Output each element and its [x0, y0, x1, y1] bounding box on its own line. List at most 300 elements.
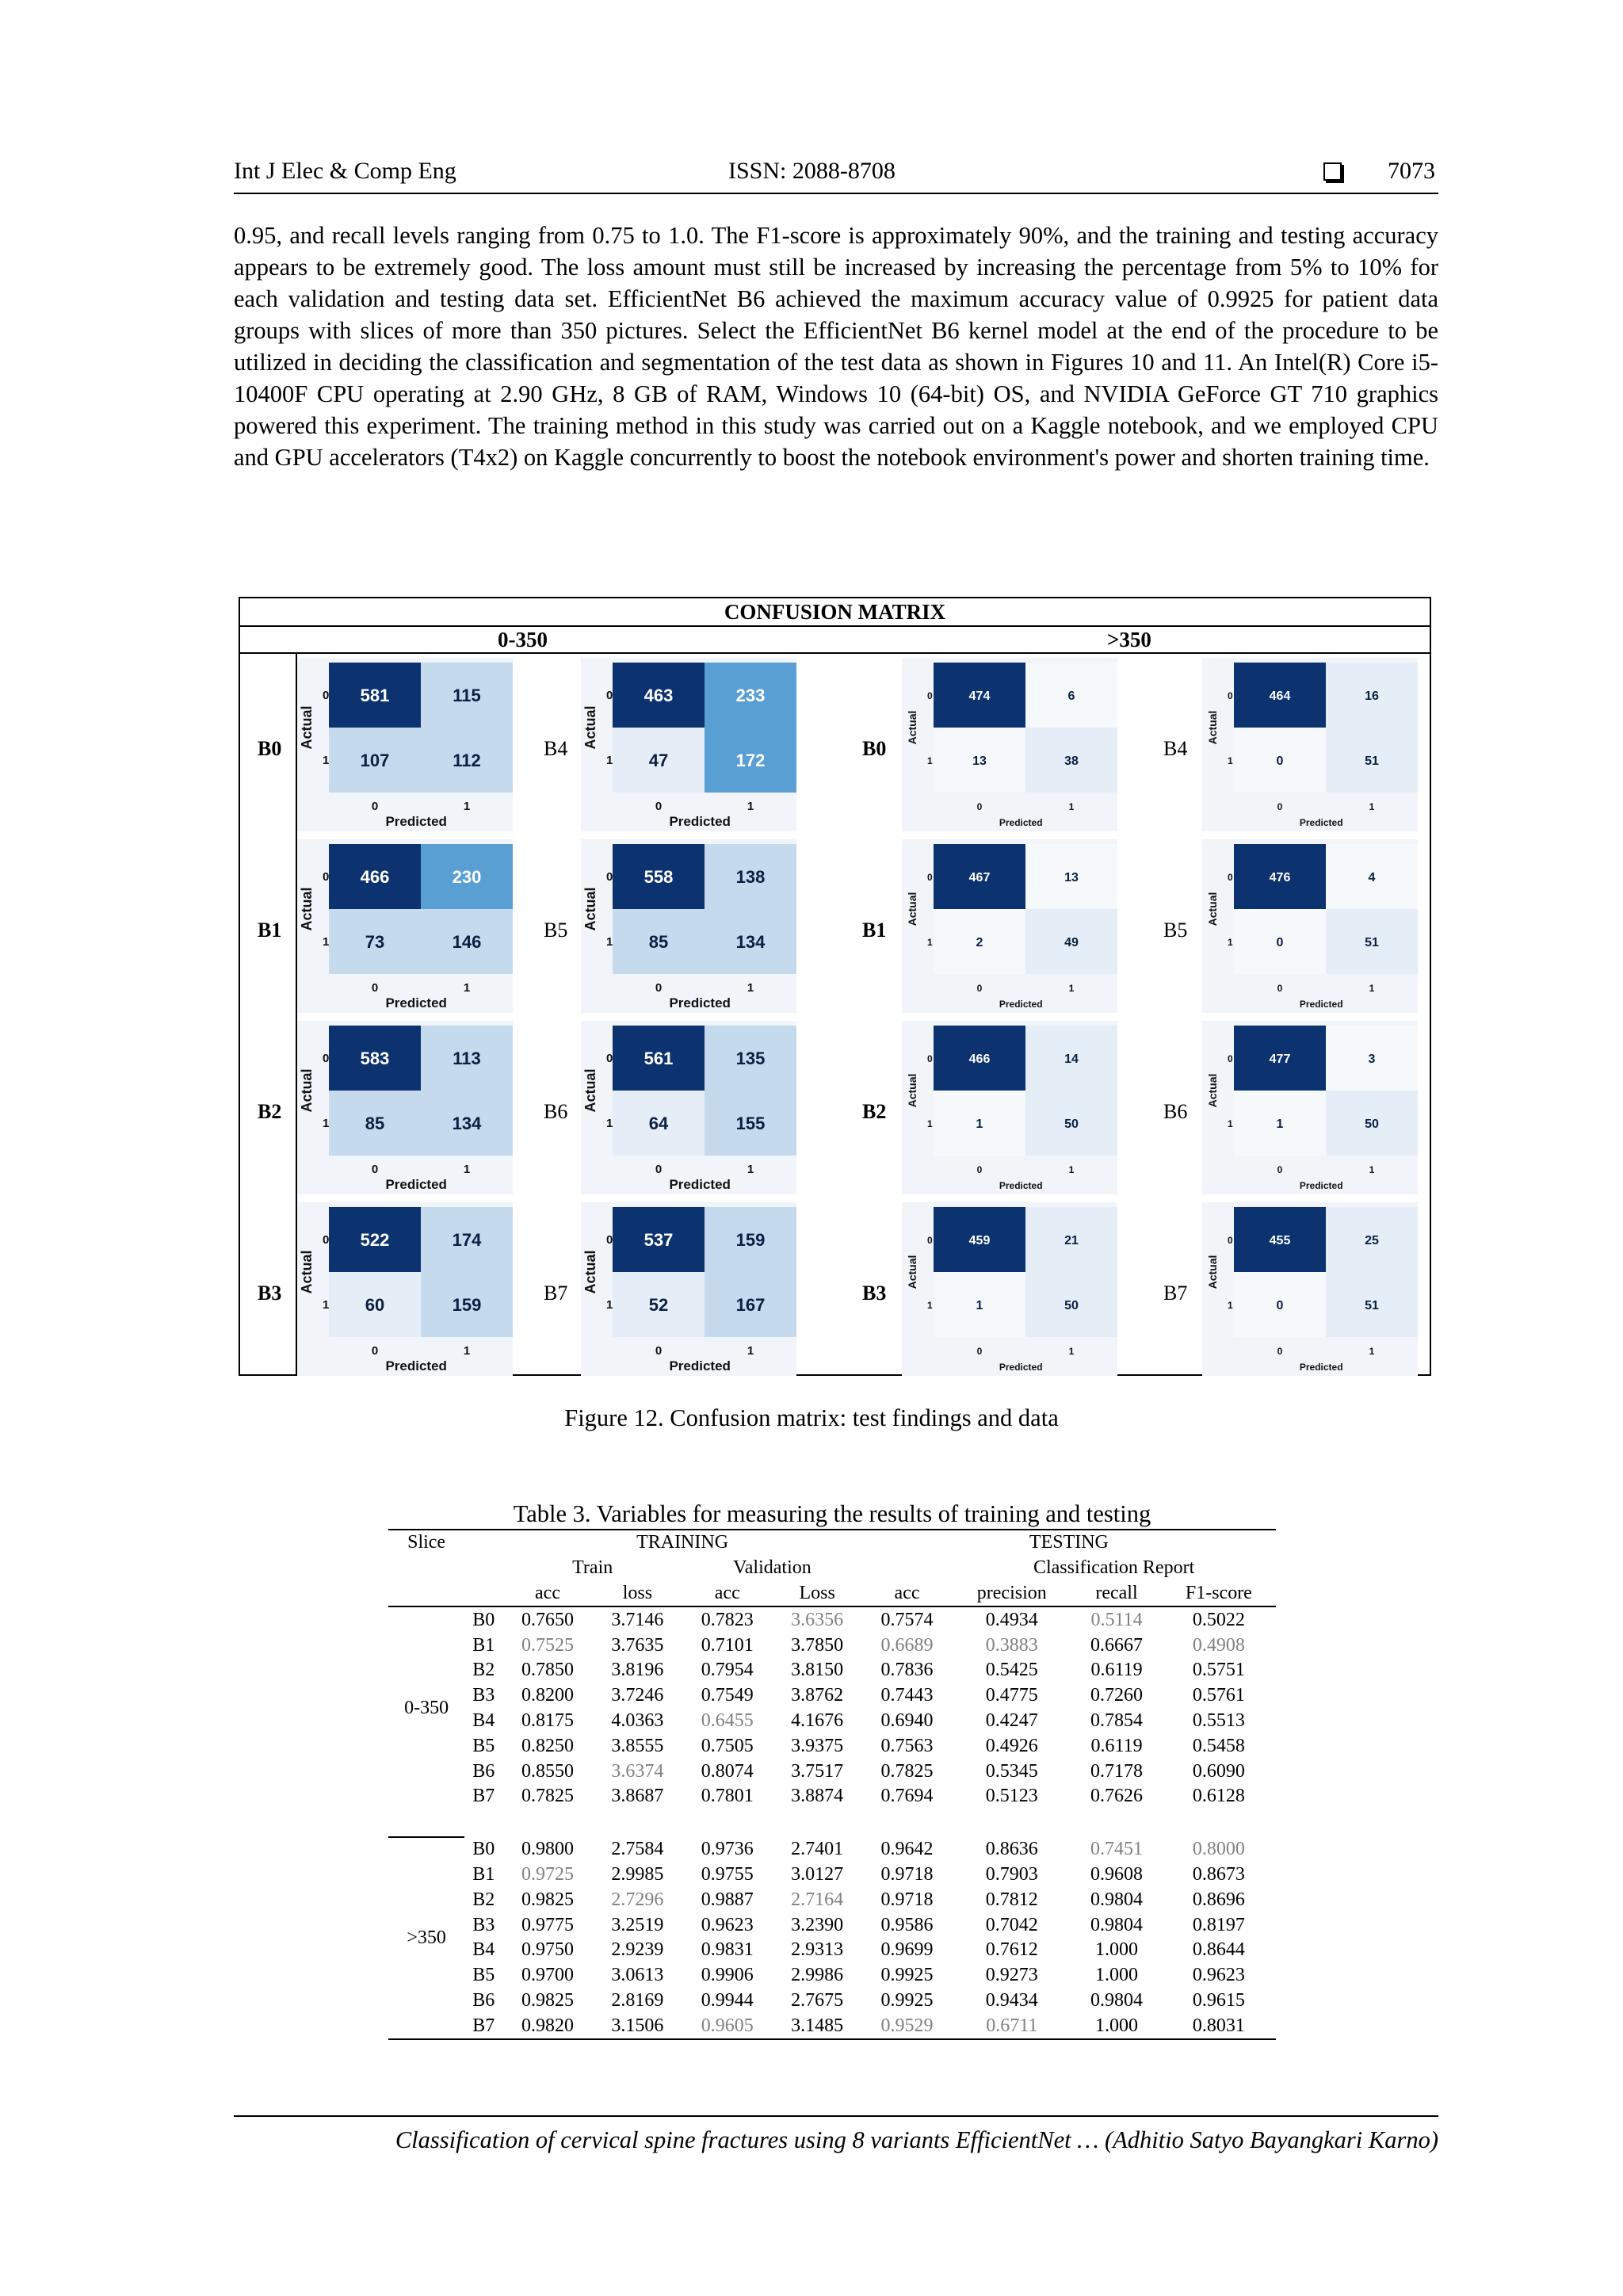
header-train: Train	[572, 1557, 613, 1579]
matrix-cell-value: 155	[735, 1113, 766, 1133]
matrix-cell-value: 112	[453, 750, 481, 770]
header-classification-report: Classification Report	[1033, 1557, 1195, 1579]
value-cell: 0.7612	[985, 1939, 1038, 1961]
matrix-cell-value: 1	[976, 1298, 983, 1312]
y-tick: 1	[927, 1300, 933, 1311]
value-cell: 0.7825	[880, 1760, 934, 1782]
matrix-svg	[581, 1021, 796, 1194]
matrix-cell-value: 0	[1276, 754, 1284, 768]
model-cell: B3	[472, 1914, 495, 1935]
y-tick: 0	[323, 1233, 330, 1247]
value-cell: 0.6455	[701, 1710, 754, 1731]
matrix-label-lo-b7: B7	[544, 1282, 568, 1305]
x-tick: 0	[976, 1346, 983, 1357]
body-paragraph: 0.95, and recall levels ranging from 0.75 to 1.0. The F1-score is approximately 90%, and the training and testing accuracy appears to be extremely good. The loss amount must still be increased by increasing the percentage from 5% to 10% for each validation and testing data set. EfficientNet B6 achieved the maximum accuracy value of 0.9925 for patient data groups with slices of more than 350 pictures. Select the EfficientNet B6 kernel model at the end of the procedure to be utilized in deciding the classification and segmentation of the test data as shown in Figures 10 and 11. An Intel(R) Core i5-10400F CPU operating at 2.90 GHz, 8 GB of RAM, Windows 10 (64-bit) OS, and NVIDIA GeForce GT 710 graphics powered this experiment. The training method in this study was carried out on a Kaggle notebook, and we employed CPU and GPU accelerators (T4x2) on Kaggle concurrently to boost the notebook environment's power and shorten training time.	[234, 222, 1438, 471]
axis-label-predicted: Predicted	[385, 1358, 447, 1373]
matrix-cell-value: 561	[643, 1048, 674, 1068]
model-cell: B0	[472, 1609, 495, 1630]
matrix-cell-value: 115	[453, 685, 481, 705]
matrix-cell-value: 583	[360, 1048, 390, 1068]
matrix-cell-value: 467	[968, 870, 991, 884]
confusion-matrix-hi-b3	[902, 1202, 1117, 1376]
matrix-cell-value: 113	[453, 1048, 481, 1068]
table-row	[388, 1837, 1276, 1862]
x-tick: 0	[1277, 1346, 1283, 1357]
value-cell: 0.6689	[880, 1634, 934, 1656]
value-cell: 0.8074	[701, 1760, 754, 1782]
confusion-matrix-hi-b0	[902, 658, 1117, 831]
matrix-cell-value: 230	[452, 866, 482, 887]
header-recall: recall	[1071, 1581, 1161, 1607]
value-cell: 3.6374	[611, 1760, 664, 1782]
matrix-cell-value: 107	[360, 750, 390, 770]
value-cell: 0.8197	[1192, 1914, 1245, 1935]
matrix-label-hi-b2: B2	[862, 1100, 887, 1123]
value-cell: 3.8150	[791, 1660, 844, 1681]
value-cell: 0.4934	[985, 1609, 1038, 1630]
x-tick: 1	[463, 1163, 471, 1176]
value-cell: 0.7549	[701, 1685, 754, 1706]
matrix-cell-value: 466	[360, 866, 390, 887]
header-val-acc: acc	[682, 1581, 772, 1607]
confusion-matrix-lo-b4	[581, 658, 796, 831]
value-cell: 4.1676	[791, 1710, 844, 1731]
group-spacer	[388, 1809, 1276, 1837]
matrix-cell-value: 21	[1064, 1233, 1079, 1247]
axis-label-actual: Actual	[582, 1250, 598, 1294]
table-row	[388, 1658, 1276, 1683]
matrix-svg	[902, 839, 1117, 1013]
confusion-matrix-hi-b4	[1202, 658, 1418, 831]
value-cell: 0.8031	[1192, 2015, 1245, 2036]
header-precision: precision	[952, 1581, 1071, 1607]
model-cell: B5	[472, 1965, 495, 1986]
value-cell: 1.000	[1095, 2015, 1139, 2036]
x-tick: 1	[747, 800, 754, 813]
x-tick: 1	[1369, 983, 1375, 994]
value-cell: 0.9820	[521, 2015, 574, 2036]
value-cell: 0.5123	[985, 1786, 1038, 1807]
x-tick: 1	[1068, 801, 1075, 812]
matrix-svg	[902, 1202, 1117, 1376]
axis-label-predicted: Predicted	[999, 1362, 1043, 1373]
value-cell: 0.9944	[701, 1989, 754, 2011]
figure-caption: Figure 12. Confusion matrix: test findings and data	[564, 1404, 1059, 1431]
value-cell: 0.6667	[1090, 1634, 1144, 1656]
value-cell: 1.000	[1095, 1939, 1139, 1961]
square-bullet-icon	[1323, 162, 1342, 181]
matrix-cell-value: 459	[968, 1233, 991, 1247]
value-cell: 0.7101	[701, 1634, 754, 1656]
value-cell: 0.8175	[521, 1710, 574, 1731]
x-tick: 0	[1277, 801, 1283, 812]
header-testing: TESTING	[1029, 1532, 1109, 1553]
matrix-cell-value: 537	[643, 1229, 674, 1250]
matrix-label-lo-b5: B5	[544, 919, 568, 942]
value-cell: 3.7635	[611, 1634, 664, 1656]
matrix-svg	[297, 839, 513, 1013]
matrix-cell-value: 0	[1276, 1298, 1284, 1312]
matrix-cell-value: 464	[1269, 689, 1291, 703]
value-cell: 0.9605	[701, 2015, 754, 2036]
y-tick: 0	[606, 689, 613, 702]
matrix-label-hi-b6: B6	[1163, 1100, 1188, 1123]
axis-label-predicted: Predicted	[1299, 1362, 1343, 1373]
axis-label-predicted: Predicted	[999, 999, 1043, 1010]
table-row	[388, 1963, 1276, 1988]
y-tick: 0	[323, 1052, 330, 1065]
x-tick: 0	[371, 800, 379, 813]
matrix-cell-value: 49	[1064, 935, 1079, 949]
model-cell: B6	[472, 1989, 495, 2011]
page-number: 7073	[1388, 158, 1435, 184]
value-cell: 0.9700	[521, 1965, 574, 1986]
y-tick: 1	[1228, 755, 1233, 766]
matrix-svg	[902, 658, 1117, 831]
matrix-cell-value: 0	[1276, 935, 1284, 949]
header-slice: Slice	[407, 1532, 446, 1553]
value-cell: 0.7650	[521, 1609, 574, 1630]
matrix-cell-value: 174	[452, 1229, 482, 1250]
confusion-matrix-lo-b1	[297, 839, 513, 1013]
matrix-cell-value: 233	[735, 685, 766, 705]
axis-label-actual: Actual	[1206, 1073, 1219, 1108]
x-tick: 0	[371, 1163, 379, 1176]
confusion-matrix-lo-b3	[297, 1202, 513, 1376]
matrix-label-lo-b3: B3	[258, 1282, 282, 1305]
matrix-svg	[1202, 839, 1418, 1013]
value-cell: 0.8550	[521, 1760, 574, 1782]
value-cell: 0.4247	[985, 1710, 1038, 1731]
axis-label-actual: Actual	[299, 1250, 315, 1294]
value-cell: 0.9804	[1090, 1914, 1144, 1935]
y-tick: 1	[927, 755, 933, 766]
value-cell: 0.8000	[1192, 1839, 1245, 1860]
matrix-cell-value: 85	[365, 1113, 385, 1133]
value-cell: 0.5761	[1192, 1685, 1245, 1706]
value-cell: 0.9642	[880, 1839, 934, 1860]
table-header-row-2	[388, 1556, 1276, 1581]
axis-label-actual: Actual	[582, 1068, 598, 1113]
y-tick: 0	[606, 1052, 613, 1065]
matrix-cell-value: 25	[1365, 1233, 1379, 1247]
confusion-matrix-lo-b5	[581, 839, 796, 1013]
x-tick: 0	[1277, 1164, 1283, 1175]
matrix-cell-value: 52	[648, 1294, 669, 1315]
table-row	[388, 2013, 1276, 2039]
matrix-svg	[1202, 1021, 1418, 1194]
matrix-cell-value: 13	[972, 754, 987, 768]
matrix-label-lo-b6: B6	[544, 1100, 568, 1123]
value-cell: 0.5458	[1192, 1735, 1245, 1756]
matrix-label-hi-b1: B1	[862, 919, 887, 942]
matrix-cell-value: 51	[1365, 1298, 1379, 1312]
x-tick: 1	[747, 981, 754, 995]
x-tick: 1	[1369, 801, 1375, 812]
model-cell: B7	[472, 1786, 495, 1807]
value-cell: 3.6356	[791, 1609, 844, 1630]
value-cell: 0.9887	[701, 1889, 754, 1910]
value-cell: 2.9239	[611, 1939, 664, 1961]
matrix-label-lo-b1: B1	[258, 919, 282, 942]
matrix-cell-value: 13	[1064, 870, 1079, 884]
value-cell: 3.8874	[791, 1786, 844, 1807]
x-tick: 1	[1068, 1164, 1075, 1175]
matrix-svg	[1202, 658, 1418, 831]
value-cell: 0.6090	[1192, 1760, 1245, 1782]
value-cell: 0.9925	[880, 1989, 934, 2011]
value-cell: 0.8200	[521, 1685, 574, 1706]
value-cell: 0.7574	[880, 1609, 934, 1630]
y-tick: 0	[927, 690, 933, 701]
y-tick: 1	[606, 935, 613, 949]
y-tick: 1	[1228, 1118, 1233, 1129]
issn: ISSN: 2088-8708	[728, 158, 896, 184]
value-cell: 2.7584	[611, 1839, 664, 1860]
axis-label-predicted: Predicted	[999, 1180, 1043, 1191]
value-cell: 0.6940	[880, 1710, 934, 1731]
model-cell: B7	[472, 2015, 495, 2036]
value-cell: 3.7850	[791, 1634, 844, 1656]
value-cell: 0.9804	[1090, 1989, 1144, 2011]
value-cell: 0.6119	[1090, 1660, 1143, 1681]
value-cell: 1.000	[1095, 1965, 1139, 1986]
axis-label-predicted: Predicted	[385, 814, 447, 829]
value-cell: 0.8636	[985, 1839, 1038, 1860]
group-right-label: >350	[1107, 628, 1151, 651]
axis-label-predicted: Predicted	[385, 1177, 447, 1192]
value-cell: 0.9800	[521, 1839, 574, 1860]
figure-title: CONFUSION MATRIX	[240, 598, 1430, 627]
value-cell: 0.9825	[521, 1889, 574, 1910]
value-cell: 3.1485	[791, 2015, 844, 2036]
matrix-cell-value: 463	[643, 685, 674, 705]
table-row	[388, 1733, 1276, 1759]
axis-label-actual: Actual	[582, 887, 598, 931]
value-cell: 0.9718	[880, 1863, 934, 1885]
matrix-cell-value: 167	[735, 1294, 766, 1315]
matrix-svg	[581, 839, 796, 1013]
axis-label-actual: Actual	[582, 705, 598, 750]
matrix-cell-value: 73	[365, 931, 385, 952]
matrix-svg	[581, 1202, 796, 1376]
header-train-loss: loss	[593, 1581, 682, 1607]
matrix-cell-value: 6	[1067, 689, 1075, 703]
matrix-cell-value: 477	[1269, 1052, 1291, 1066]
value-cell: 3.0127	[791, 1863, 844, 1885]
model-cell: B0	[472, 1839, 495, 1860]
value-cell: 3.9375	[791, 1735, 844, 1756]
y-tick: 1	[927, 937, 933, 948]
matrix-cell-value: 1	[976, 1117, 983, 1131]
matrix-cell-value: 38	[1064, 754, 1079, 768]
value-cell: 0.5345	[985, 1760, 1038, 1782]
y-tick: 1	[1228, 1300, 1233, 1311]
value-cell: 2.7675	[791, 1989, 844, 2011]
slice-group-label: >350	[388, 1837, 464, 2039]
value-cell: 0.7626	[1090, 1786, 1144, 1807]
y-tick: 1	[606, 1298, 613, 1312]
matrix-svg	[297, 1021, 513, 1194]
value-cell: 0.7823	[701, 1609, 754, 1630]
matrix-cell-value: 455	[1269, 1233, 1291, 1247]
value-cell: 3.8762	[791, 1685, 844, 1706]
value-cell: 0.9623	[1192, 1965, 1245, 1986]
running-header	[234, 156, 1438, 194]
value-cell: 0.5751	[1192, 1660, 1245, 1681]
table-row	[388, 1887, 1276, 1912]
value-cell: 0.9906	[701, 1965, 754, 1986]
value-cell: 0.3883	[985, 1634, 1038, 1656]
matrix-cell-value: 146	[452, 931, 482, 952]
value-cell: 0.9273	[985, 1965, 1038, 1986]
matrix-cell-value: 60	[365, 1294, 385, 1315]
matrix-svg	[902, 1021, 1117, 1194]
axis-label-predicted: Predicted	[669, 1177, 731, 1192]
value-cell: 0.7260	[1090, 1685, 1144, 1706]
value-cell: 0.9615	[1192, 1989, 1245, 2011]
y-tick: 1	[323, 754, 330, 767]
matrix-cell-value: 85	[648, 931, 669, 952]
value-cell: 2.9986	[791, 1965, 844, 1986]
confusion-matrix-lo-b2	[297, 1021, 513, 1194]
header-training: TRAINING	[636, 1532, 729, 1553]
x-tick: 0	[371, 1344, 379, 1358]
matrix-cell-value: 135	[735, 1048, 766, 1068]
value-cell: 0.9718	[880, 1889, 934, 1910]
value-cell: 3.1506	[611, 2015, 664, 2036]
value-cell: 0.5022	[1192, 1609, 1245, 1630]
value-cell: 0.9736	[701, 1839, 754, 1860]
matrix-label-hi-b3: B3	[862, 1282, 887, 1305]
table-title: Table 3. Variables for measuring the results of training and testing	[513, 1500, 1151, 1527]
axis-label-actual: Actual	[1206, 710, 1219, 745]
value-cell: 0.8644	[1192, 1939, 1245, 1961]
y-tick: 1	[927, 1118, 933, 1129]
matrix-label-hi-b7: B7	[1163, 1282, 1188, 1305]
value-cell: 0.5425	[985, 1660, 1038, 1681]
value-cell: 0.9699	[880, 1939, 934, 1961]
value-cell: 0.7042	[985, 1914, 1038, 1935]
value-cell: 3.7246	[611, 1685, 664, 1706]
header-train-acc: acc	[502, 1581, 592, 1607]
header-test-acc: acc	[862, 1581, 952, 1607]
matrix-cell-value: 47	[648, 750, 669, 770]
value-cell: 0.9925	[880, 1965, 934, 1986]
matrix-label-lo-b4: B4	[544, 737, 568, 760]
y-tick: 1	[606, 754, 613, 767]
value-cell: 0.9775	[521, 1914, 574, 1935]
value-cell: 0.4926	[985, 1735, 1038, 1756]
axis-label-predicted: Predicted	[669, 1358, 731, 1373]
axis-label-predicted: Predicted	[1299, 817, 1343, 828]
confusion-matrix-hi-b2	[902, 1021, 1117, 1194]
table-row	[388, 1784, 1276, 1809]
value-cell: 0.8673	[1192, 1863, 1245, 1885]
matrix-cell-value: 2	[976, 935, 983, 949]
confusion-matrix-lo-b6	[581, 1021, 796, 1194]
confusion-matrix-hi-b6	[1202, 1021, 1418, 1194]
value-cell: 2.7164	[791, 1889, 844, 1910]
y-tick: 1	[323, 1298, 330, 1312]
model-cell: B4	[472, 1710, 495, 1731]
value-cell: 2.9985	[611, 1863, 664, 1885]
matrix-label-lo-b0: B0	[258, 737, 282, 760]
x-tick: 1	[747, 1163, 754, 1176]
value-cell: 0.9825	[521, 1989, 574, 2011]
x-tick: 1	[463, 800, 471, 813]
value-cell: 0.7178	[1090, 1760, 1144, 1782]
y-tick: 1	[323, 935, 330, 949]
matrix-cell-value: 50	[1064, 1298, 1079, 1312]
value-cell: 3.7517	[791, 1760, 844, 1782]
confusion-matrix-figure	[239, 597, 1431, 1376]
model-cell: B2	[472, 1889, 495, 1910]
value-cell: 3.7146	[611, 1609, 664, 1630]
value-cell: 3.8687	[611, 1786, 664, 1807]
x-tick: 0	[655, 1163, 663, 1176]
x-tick: 1	[747, 1344, 754, 1358]
confusion-matrix-lo-b7	[581, 1202, 796, 1376]
y-tick: 1	[323, 1117, 330, 1130]
value-cell: 0.9586	[880, 1914, 934, 1935]
table-row	[388, 1709, 1276, 1734]
value-cell: 0.6711	[986, 2015, 1038, 2036]
table-row	[388, 1683, 1276, 1709]
value-cell: 0.7443	[880, 1685, 934, 1706]
y-tick: 0	[323, 870, 330, 884]
confusion-matrix-hi-b1	[902, 839, 1117, 1013]
value-cell: 3.0613	[611, 1965, 664, 1986]
value-cell: 3.8196	[611, 1660, 664, 1681]
model-cell: B6	[472, 1760, 495, 1782]
model-cell: B1	[472, 1634, 495, 1656]
running-footer: Classification of cervical spine fractures using 8 variants EfficientNet … (Adhitio Satyo Bayangkari Karno)	[234, 2115, 1438, 2154]
value-cell: 0.4908	[1192, 1634, 1245, 1656]
value-cell: 0.9831	[701, 1939, 754, 1961]
x-tick: 0	[976, 1164, 983, 1175]
axis-label-actual: Actual	[299, 705, 315, 750]
matrix-label-hi-b0: B0	[862, 737, 887, 760]
y-tick: 0	[1228, 690, 1233, 701]
matrix-cell-value: 466	[968, 1052, 991, 1066]
value-cell: 0.9623	[701, 1914, 754, 1935]
model-cell: B1	[472, 1863, 495, 1885]
value-cell: 0.7451	[1090, 1839, 1144, 1860]
value-cell: 0.7505	[701, 1735, 754, 1756]
confusion-matrix-hi-b5	[1202, 839, 1418, 1013]
x-tick: 1	[463, 981, 471, 995]
y-tick: 0	[606, 1233, 613, 1247]
matrix-cell-value: 16	[1365, 689, 1379, 703]
value-cell: 0.7903	[985, 1863, 1038, 1885]
value-cell: 0.9725	[521, 1863, 574, 1885]
y-tick: 0	[1228, 1235, 1233, 1246]
matrix-cell-value: 51	[1365, 754, 1379, 768]
y-tick: 0	[323, 689, 330, 702]
matrix-svg	[581, 658, 796, 831]
value-cell: 0.7836	[880, 1660, 934, 1681]
x-tick: 1	[1068, 1346, 1075, 1357]
value-cell: 3.2519	[611, 1914, 664, 1935]
axis-label-actual: Actual	[299, 887, 315, 931]
value-cell: 2.7296	[611, 1889, 664, 1910]
table-body	[388, 1606, 1276, 2039]
value-cell: 0.7563	[880, 1735, 934, 1756]
x-tick: 0	[1277, 983, 1283, 994]
matrix-cell-value: 134	[735, 931, 766, 952]
value-cell: 0.7850	[521, 1660, 574, 1681]
